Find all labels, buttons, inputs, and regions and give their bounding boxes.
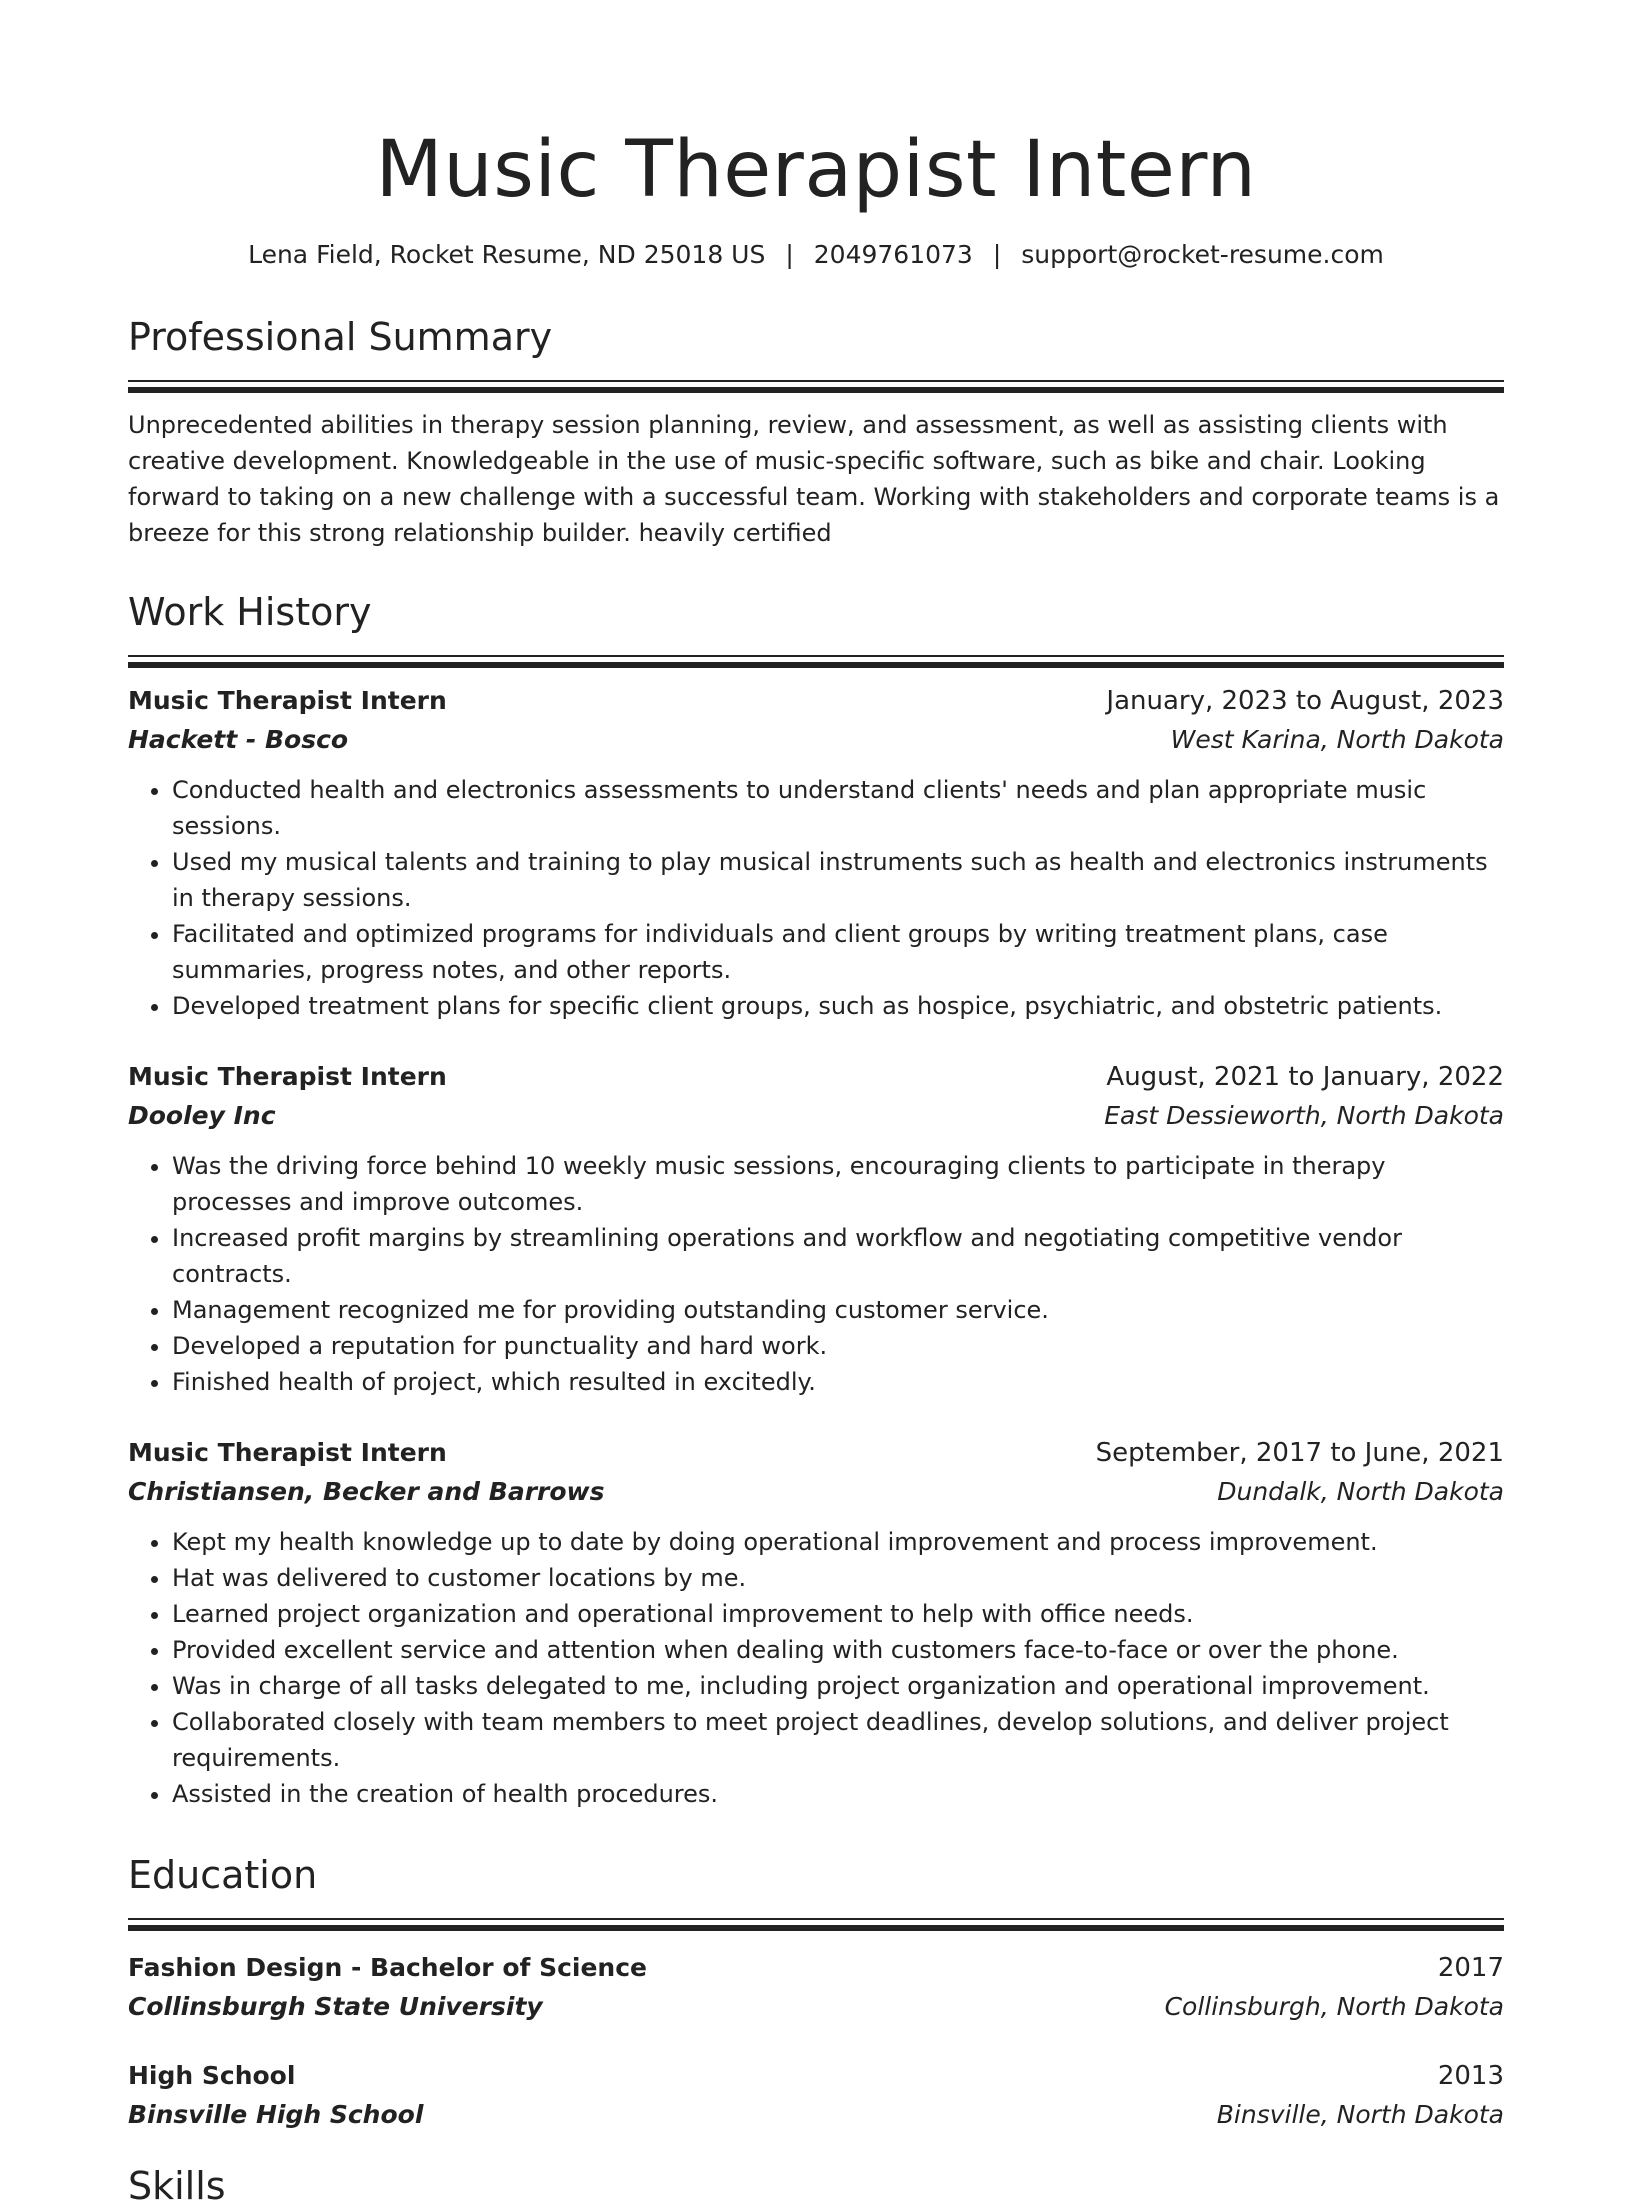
- job-bullet: • Learned project organization and operational improvement to help with office needs.: [172, 1596, 1504, 1632]
- school-location: Collinsburgh, North Dakota: [1164, 1992, 1504, 2021]
- job-bullet: • Was in charge of all tasks delegated to me, including project organization and operational improvement.: [172, 1668, 1504, 1704]
- school-location: Binsville, North Dakota: [1216, 2100, 1504, 2129]
- company-name: Dooley Inc: [128, 1101, 276, 1130]
- job-bullet: • Increased profit margins by streamlining operations and workflow and negotiating competitive vendor contracts.: [172, 1220, 1504, 1292]
- company-name: Christiansen, Becker and Barrows: [128, 1477, 605, 1506]
- section-divider: [128, 1918, 1504, 1920]
- section-heading-work: Work History: [128, 590, 372, 634]
- job-bullet: • Facilitated and optimized programs for individuals and client groups by writing treatment plans, case summaries, progress notes, and other reports.: [172, 916, 1504, 988]
- summary-text: Unprecedented abilities in therapy session planning, review, and assessment, as well as assisting clients with creative development. Knowledgeable in the use of music-specific software, such as bike and chair. Looking forward to taking on a new challenge with a successful team. Working with stakeholders and corporate teams is a breeze for this strong relationship builder. heavily certified: [128, 411, 1500, 547]
- section-heading-summary: Professional Summary: [128, 315, 553, 359]
- job-bullet: • Hat was delivered to customer locations by me.: [172, 1560, 1504, 1596]
- job-entry: [128, 682, 1504, 1024]
- job-title: Music Therapist Intern: [128, 686, 447, 715]
- education-entry: [128, 2057, 1504, 2135]
- section-divider-thick: [128, 662, 1504, 668]
- job-location: West Karina, North Dakota: [1170, 725, 1504, 754]
- job-bullet: • Conducted health and electronics assessments to understand clients' needs and plan appropriate music sessions.: [172, 772, 1504, 844]
- job-bullet: • Developed a reputation for punctuality and hard work.: [172, 1328, 1504, 1364]
- job-bullet: • Kept my health knowledge up to date by doing operational improvement and process improvement.: [172, 1524, 1504, 1560]
- company-name: Hackett - Bosco: [128, 725, 349, 754]
- job-title: Music Therapist Intern: [128, 1438, 447, 1467]
- degree-name: High School: [128, 2061, 296, 2090]
- graduation-year: 2017: [1437, 1953, 1504, 1983]
- job-bullets: [128, 1524, 1504, 1812]
- job-bullet: • Finished health of project, which resulted in excitedly.: [172, 1364, 1504, 1400]
- contact-phone: 2049761073: [813, 240, 973, 269]
- job-bullet: • Collaborated closely with team members to meet project deadlines, develop solutions, and deliver project requirements.: [172, 1704, 1504, 1776]
- resume-title: Music Therapist Intern: [375, 125, 1257, 215]
- summary-section: [128, 312, 1504, 551]
- contact-line: [128, 238, 1504, 272]
- contact-address: Lena Field, Rocket Resume, ND 25018 US: [248, 240, 766, 269]
- job-entry: [128, 1434, 1504, 1812]
- job-title: Music Therapist Intern: [128, 1062, 447, 1091]
- section-heading-education: Education: [128, 1853, 318, 1897]
- section-divider: [128, 655, 1504, 657]
- job-dates: January, 2023 to August, 2023: [1106, 686, 1504, 716]
- section-heading-skills: Skills: [128, 2164, 226, 2208]
- job-location: Dundalk, North Dakota: [1217, 1477, 1504, 1506]
- work-history-section: [128, 587, 1504, 1812]
- job-location: East Dessieworth, North Dakota: [1104, 1101, 1504, 1130]
- job-bullets: [128, 772, 1504, 1024]
- job-bullets: [128, 1148, 1504, 1400]
- job-bullet: • Assisted in the creation of health procedures.: [172, 1776, 1504, 1812]
- school-name: Collinsburgh State University: [128, 1992, 543, 2021]
- section-divider-thick: [128, 1925, 1504, 1931]
- contact-email[interactable]: support@rocket-resume.com: [1021, 240, 1384, 269]
- job-bullet: • Developed treatment plans for specific client groups, such as hospice, psychiatric, and obstetric patients.: [172, 988, 1504, 1024]
- job-dates: August, 2021 to January, 2022: [1106, 1062, 1504, 1092]
- section-divider-thick: [128, 387, 1504, 393]
- job-entry: [128, 1058, 1504, 1400]
- education-section: [128, 1850, 1504, 2135]
- job-bullet: • Management recognized me for providing outstanding customer service.: [172, 1292, 1504, 1328]
- contact-separator: |: [785, 240, 794, 269]
- job-bullet: • Used my musical talents and training to play musical instruments such as health and electronics instruments in therapy sessions.: [172, 844, 1504, 916]
- education-entry: [128, 1949, 1504, 2027]
- school-name: Binsville High School: [128, 2100, 424, 2129]
- job-bullet: • Provided excellent service and attention when dealing with customers face-to-face or over the phone.: [172, 1632, 1504, 1668]
- section-divider: [128, 380, 1504, 382]
- job-bullet: • Was the driving force behind 10 weekly music sessions, encouraging clients to participate in therapy processes and improve outcomes.: [172, 1148, 1504, 1220]
- graduation-year: 2013: [1437, 2061, 1504, 2091]
- contact-separator: |: [992, 240, 1002, 269]
- job-dates: September, 2017 to June, 2021: [1095, 1438, 1504, 1468]
- degree-name: Fashion Design - Bachelor of Science: [128, 1953, 647, 1982]
- skills-section: [128, 2161, 1504, 2211]
